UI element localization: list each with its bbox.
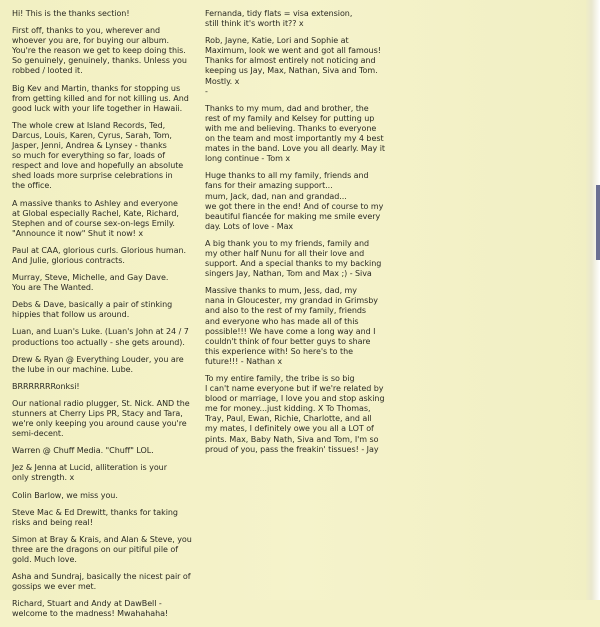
- right-thanks-paragraph: Fernanda, tidy flats = visa extension, still think it's worth it?? x: [205, 9, 353, 29]
- left-thanks-paragraph: Simon at Bray & Krais, and Alan & Steve, you three are the dragons on our pitiful pile of gold. Much love.: [12, 534, 192, 565]
- left-thanks-paragraph: A massive thanks to Ashley and everyone at Global especially Rachel, Kate, Richard, Stephen and of course sex-on-legs Emily. "Announce it now" Shut it now! x: [12, 198, 179, 238]
- left-thanks-paragraph: Murray, Steve, Michelle, and Gay Dave. You are The Wanted.: [12, 273, 169, 293]
- left-thanks-paragraph: BRRRRRRRonksi!: [12, 381, 80, 391]
- right-thanks-paragraph: Huge thanks to all my family, friends and fans for their amazing support... mum, Jack, dad, nan and grandad... we got there in the end! And of course to my beautiful fiancée for making me smile every day. Lots of love - Max: [205, 171, 384, 231]
- edge-color-mark: [596, 185, 600, 260]
- thanks-left-column: [12, 9, 200, 627]
- left-thanks-paragraph: Big Kev and Martin, thanks for stopping us from getting killed and for not killing us. And good luck with your life together in Hawaii.: [12, 83, 189, 113]
- left-thanks-paragraph: Luan, and Luan's Luke. (Luan's John at 24 / 7 productions too actually - she gets around).: [12, 327, 189, 347]
- left-thanks-paragraph: Drew & Ryan @ Everything Louder, you are the lube in our machine. Lube.: [12, 354, 184, 374]
- thanks-right-column: [205, 9, 395, 462]
- left-thanks-paragraph: Richard, Stuart and Andy at DawBell - welcome to the madness! Mwahahaha!: [12, 599, 169, 619]
- left-thanks-paragraph: Steve Mac & Ed Drewitt, thanks for taking risks and being real!: [12, 507, 178, 527]
- left-thanks-paragraph: Debs & Dave, basically a pair of stinking hippies that follow us around.: [12, 300, 173, 320]
- right-thanks-paragraph: To my entire family, the tribe is so big I can't name everyone but if we're related by blood or marriage, I love you and stop asking me for money...just kidding. X To Thomas, Tray, Paul, Ewan, Richie, Charlotte, and all my mates, I definitely owe you all a LOT of pints. Max, Baby Nath, Siva and Tom, I'm so proud of you, pass the freakin' tissues! - Jay: [205, 374, 385, 454]
- left-thanks-paragraph: Paul at CAA, glorious curls. Glorious human. And Julie, glorious contracts.: [12, 245, 186, 265]
- left-thanks-paragraph: Jez & Jenna at Lucid, alliteration is your only strength. x: [12, 463, 167, 483]
- left-thanks-paragraph: Asha and Sundraj, basically the nicest pair of gossips we ever met.: [12, 572, 191, 592]
- left-thanks-paragraph: The whole crew at Island Records, Ted, Darcus, Louis, Karen, Cyrus, Sarah, Tom, Jasper, Jenni, Andrea & Lynsey - thanks so much for everything so far, loads of respect and love and hopefully an absolute shed loads more surprise celebrations in the office.: [12, 120, 184, 191]
- page-right-edge: [586, 0, 600, 600]
- left-thanks-paragraph: Our national radio plugger, St. Nick. AND the stunners at Cherry Lips PR, Stacy and Tara, we're only keeping you around cause you're semi-decent.: [12, 398, 190, 439]
- left-thanks-paragraph: Colin Barlow, we miss you.: [12, 490, 118, 500]
- right-thanks-paragraph: Rob, Jayne, Katie, Lori and Sophie at Maximum, look we went and got all famous! Thanks for almost entirely not noticing and keeping us Jay, Max, Nathan, Siva and Tom. Mostly. x -: [205, 36, 381, 96]
- right-thanks-paragraph: Massive thanks to mum, Jess, dad, my nana in Gloucester, my grandad in Grimsby and also to the rest of my family, friends and everyone who has made all of this possible!!! We have come a long way and I couldn't think of four better guys to share this experience with! So here's to the future!!! - Nathan x: [205, 286, 378, 366]
- left-thanks-paragraph: Hi! This is the thanks section!: [12, 9, 130, 18]
- left-thanks-paragraph: First off, thanks to you, wherever and whoever you are, for buying our album. You're the reason we get to keep doing this. So genuinely, genuinely, thanks. Unless you robbed / looted it.: [12, 26, 187, 76]
- right-thanks-paragraph: Thanks to my mum, dad and brother, the rest of my family and Kelsey for putting up with me and believing. Thanks to everyone on the team and most importantly my 4 best mates in the band. Love you all dearly. May it long continue - Tom x: [205, 103, 385, 164]
- left-thanks-paragraph: Warren @ Chuff Media. "Chuff" LOL.: [12, 446, 154, 456]
- right-thanks-paragraph: A big thank you to my friends, family and my other half Nunu for all their love and support. And a special thanks to my backing singers Jay, Nathan, Tom and Max ;) - Siva: [205, 238, 382, 279]
